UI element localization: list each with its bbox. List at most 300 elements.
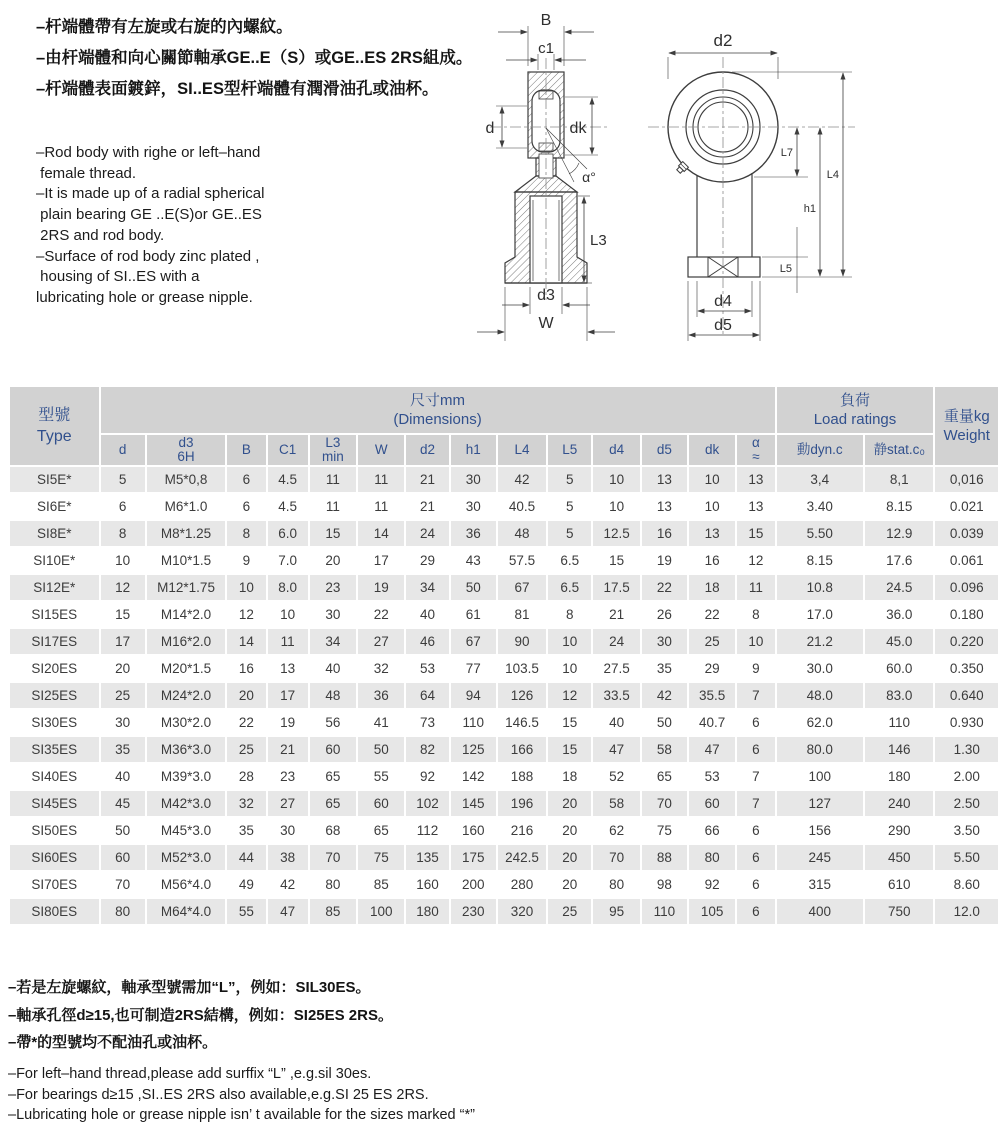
dim-label-L4: L4 bbox=[826, 169, 839, 181]
value-cell: 60 bbox=[689, 791, 735, 816]
value-cell: 40.7 bbox=[689, 710, 735, 735]
value-cell: 35.5 bbox=[689, 683, 735, 708]
value-cell: 60 bbox=[101, 845, 145, 870]
type-cell: SI12E* bbox=[10, 575, 99, 600]
value-cell: 245 bbox=[777, 845, 864, 870]
text-line: –It is made up of a radial spherical bbox=[36, 185, 265, 203]
value-cell: 450 bbox=[865, 845, 933, 870]
value-cell: 7 bbox=[737, 791, 774, 816]
value-cell: 2.50 bbox=[935, 791, 998, 816]
value-cell: 6 bbox=[227, 467, 265, 492]
text-line: lubricating hole or grease nipple. bbox=[36, 288, 253, 306]
value-cell: 610 bbox=[865, 872, 933, 897]
value-cell: 8.15 bbox=[777, 548, 864, 573]
value-cell: 20 bbox=[548, 818, 591, 843]
value-cell: 22 bbox=[227, 710, 265, 735]
value-cell: 8 bbox=[737, 602, 774, 627]
value-cell: 20 bbox=[227, 683, 265, 708]
type-cell: SI17ES bbox=[10, 629, 99, 654]
text-line: female thread. bbox=[36, 164, 137, 182]
dim-label-L5: L5 bbox=[779, 263, 792, 275]
value-cell: 21 bbox=[406, 494, 448, 519]
value-cell: 4.5 bbox=[268, 494, 308, 519]
table-row bbox=[10, 602, 998, 627]
value-cell: 126 bbox=[498, 683, 546, 708]
value-cell: M5*0,8 bbox=[147, 467, 225, 492]
table-row bbox=[10, 467, 998, 492]
value-cell: M8*1.25 bbox=[147, 521, 225, 546]
value-cell: 15 bbox=[593, 548, 639, 573]
value-cell: 21 bbox=[406, 467, 448, 492]
value-cell: M16*2.0 bbox=[147, 629, 225, 654]
value-cell: 22 bbox=[642, 575, 687, 600]
value-cell: 0.039 bbox=[935, 521, 998, 546]
value-cell: 110 bbox=[642, 899, 687, 924]
load-ratings-group-header bbox=[777, 387, 934, 433]
table-body bbox=[10, 467, 998, 924]
value-cell: 34 bbox=[310, 629, 356, 654]
value-cell: 0,016 bbox=[935, 467, 998, 492]
value-cell: 6 bbox=[737, 845, 774, 870]
value-cell: 6 bbox=[737, 737, 774, 762]
value-cell: 10 bbox=[548, 656, 591, 681]
value-cell: 0.220 bbox=[935, 629, 998, 654]
value-cell: M20*1.5 bbox=[147, 656, 225, 681]
value-cell: 45 bbox=[101, 791, 145, 816]
type-column-header bbox=[10, 387, 99, 465]
value-cell: 65 bbox=[642, 764, 687, 789]
value-cell: 35 bbox=[101, 737, 145, 762]
value-cell: 6.5 bbox=[548, 548, 591, 573]
value-cell: 13 bbox=[642, 494, 687, 519]
value-cell: 23 bbox=[310, 575, 356, 600]
text-line: –杆端體表面鍍鋅，SI..ES型杆端體有潤滑油孔或油杯。 bbox=[36, 80, 439, 98]
dimensions-group-header bbox=[101, 387, 775, 433]
value-cell: 16 bbox=[689, 548, 735, 573]
value-cell: 17 bbox=[101, 629, 145, 654]
value-cell: 23 bbox=[268, 764, 308, 789]
value-cell: 240 bbox=[865, 791, 933, 816]
value-cell: 50 bbox=[451, 575, 496, 600]
value-cell: 48.0 bbox=[777, 683, 864, 708]
value-cell: 110 bbox=[451, 710, 496, 735]
value-cell: 48 bbox=[498, 521, 546, 546]
dim-label-W: W bbox=[538, 315, 554, 332]
table-row bbox=[10, 818, 998, 843]
value-cell: 41 bbox=[358, 710, 404, 735]
value-cell: 21 bbox=[593, 602, 639, 627]
table-row bbox=[10, 683, 998, 708]
value-cell: 48 bbox=[310, 683, 356, 708]
value-cell: 13 bbox=[642, 467, 687, 492]
value-cell: 40 bbox=[406, 602, 448, 627]
value-cell: 27 bbox=[358, 629, 404, 654]
value-cell: 11 bbox=[358, 467, 404, 492]
value-cell: 15 bbox=[548, 737, 591, 762]
value-cell: 80.0 bbox=[777, 737, 864, 762]
value-cell: 55 bbox=[358, 764, 404, 789]
value-cell: 100 bbox=[777, 764, 864, 789]
dim-label-d3: d3 bbox=[537, 287, 555, 304]
value-cell: 82 bbox=[406, 737, 448, 762]
value-cell: 110 bbox=[865, 710, 933, 735]
value-cell: 750 bbox=[865, 899, 933, 924]
value-cell: 216 bbox=[498, 818, 546, 843]
dim-label-B: B bbox=[540, 12, 552, 29]
column-header-動dyn.c: 動dyn.c bbox=[777, 435, 864, 465]
value-cell: 105 bbox=[689, 899, 735, 924]
value-cell: 92 bbox=[406, 764, 448, 789]
value-cell: 20 bbox=[310, 548, 356, 573]
value-cell: 9 bbox=[227, 548, 265, 573]
value-cell: 13 bbox=[268, 656, 308, 681]
value-cell: 15 bbox=[548, 710, 591, 735]
value-cell: 40 bbox=[101, 764, 145, 789]
value-cell: 35 bbox=[227, 818, 265, 843]
value-cell: 142 bbox=[451, 764, 496, 789]
value-cell: 17.0 bbox=[777, 602, 864, 627]
type-cell: SI6E* bbox=[10, 494, 99, 519]
dim-label-d5: d5 bbox=[714, 317, 732, 334]
value-cell: 30.0 bbox=[777, 656, 864, 681]
value-cell: 22 bbox=[358, 602, 404, 627]
text-line: –For left–hand thread,please add surffix “L” ,e.g.sil 30es. bbox=[8, 1066, 372, 1082]
table-row bbox=[10, 872, 998, 897]
value-cell: 3,4 bbox=[777, 467, 864, 492]
dim-label-d4: d4 bbox=[714, 293, 732, 310]
table-row bbox=[10, 575, 998, 600]
value-cell: 43 bbox=[451, 548, 496, 573]
value-cell: 30 bbox=[451, 467, 496, 492]
value-cell: 5.50 bbox=[935, 845, 998, 870]
value-cell: 145 bbox=[451, 791, 496, 816]
value-cell: 40 bbox=[593, 710, 639, 735]
value-cell: 83.0 bbox=[865, 683, 933, 708]
value-cell: 60 bbox=[310, 737, 356, 762]
value-cell: 53 bbox=[689, 764, 735, 789]
type-cell: SI10E* bbox=[10, 548, 99, 573]
value-cell: 29 bbox=[406, 548, 448, 573]
text-line: 尺寸mm bbox=[410, 392, 466, 409]
value-cell: 80 bbox=[593, 872, 639, 897]
text-line: 2RS and rod body. bbox=[36, 226, 165, 244]
value-cell: 70 bbox=[642, 791, 687, 816]
value-cell: 88 bbox=[642, 845, 687, 870]
value-cell: 16 bbox=[642, 521, 687, 546]
value-cell: 75 bbox=[642, 818, 687, 843]
value-cell: 80 bbox=[689, 845, 735, 870]
column-header-d3: d3 6H bbox=[147, 435, 225, 465]
value-cell: 90 bbox=[498, 629, 546, 654]
value-cell: 6.5 bbox=[548, 575, 591, 600]
value-cell: 47 bbox=[689, 737, 735, 762]
value-cell: 34 bbox=[406, 575, 448, 600]
value-cell: M14*2.0 bbox=[147, 602, 225, 627]
value-cell: 30 bbox=[642, 629, 687, 654]
value-cell: 19 bbox=[268, 710, 308, 735]
value-cell: 8 bbox=[227, 521, 265, 546]
value-cell: 10 bbox=[227, 575, 265, 600]
value-cell: 50 bbox=[101, 818, 145, 843]
text-line: –杆端體帶有左旋或右旋的內螺紋。 bbox=[36, 18, 293, 36]
value-cell: 17.5 bbox=[593, 575, 639, 600]
value-cell: 11 bbox=[310, 467, 356, 492]
value-cell: 6 bbox=[737, 872, 774, 897]
type-cell: SI70ES bbox=[10, 872, 99, 897]
intro-chinese bbox=[36, 12, 472, 105]
value-cell: 30 bbox=[310, 602, 356, 627]
value-cell: 11 bbox=[737, 575, 774, 600]
value-cell: 10 bbox=[593, 467, 639, 492]
value-cell: 5 bbox=[101, 467, 145, 492]
value-cell: 77 bbox=[451, 656, 496, 681]
value-cell: 9 bbox=[737, 656, 774, 681]
value-cell: 14 bbox=[358, 521, 404, 546]
value-cell: 200 bbox=[451, 872, 496, 897]
value-cell: M10*1.5 bbox=[147, 548, 225, 573]
value-cell: 11 bbox=[268, 629, 308, 654]
value-cell: 57.5 bbox=[498, 548, 546, 573]
value-cell: 10.8 bbox=[777, 575, 864, 600]
value-cell: 20 bbox=[548, 872, 591, 897]
value-cell: 160 bbox=[406, 872, 448, 897]
value-cell: M39*3.0 bbox=[147, 764, 225, 789]
value-cell: 75 bbox=[358, 845, 404, 870]
value-cell: 12 bbox=[227, 602, 265, 627]
table-row bbox=[10, 899, 998, 924]
value-cell: 27 bbox=[268, 791, 308, 816]
value-cell: 5 bbox=[548, 521, 591, 546]
side-view-drawing bbox=[468, 0, 648, 355]
value-cell: 22 bbox=[689, 602, 735, 627]
value-cell: 100 bbox=[358, 899, 404, 924]
value-cell: 180 bbox=[865, 764, 933, 789]
value-cell: 8 bbox=[101, 521, 145, 546]
value-cell: 30 bbox=[451, 494, 496, 519]
value-cell: 25 bbox=[227, 737, 265, 762]
value-cell: 17 bbox=[268, 683, 308, 708]
value-cell: M45*3.0 bbox=[147, 818, 225, 843]
type-cell: SI30ES bbox=[10, 710, 99, 735]
value-cell: 7 bbox=[737, 764, 774, 789]
value-cell: 320 bbox=[498, 899, 546, 924]
value-cell: 66 bbox=[689, 818, 735, 843]
value-cell: 80 bbox=[101, 899, 145, 924]
text-line: plain bearing GE ..E(S)or GE..ES bbox=[36, 206, 262, 224]
text-line: 重量kg bbox=[943, 408, 990, 425]
value-cell: 0.061 bbox=[935, 548, 998, 573]
value-cell: M42*3.0 bbox=[147, 791, 225, 816]
value-cell: 67 bbox=[498, 575, 546, 600]
intro-english bbox=[36, 143, 264, 309]
value-cell: 24 bbox=[406, 521, 448, 546]
column-header-C1: C1 bbox=[268, 435, 308, 465]
value-cell: 27.5 bbox=[593, 656, 639, 681]
value-cell: 38 bbox=[268, 845, 308, 870]
value-cell: M30*2.0 bbox=[147, 710, 225, 735]
value-cell: 30 bbox=[268, 818, 308, 843]
value-cell: 8,1 bbox=[865, 467, 933, 492]
text-line: –由杆端體和向心關節軸承GE..E（S）或GE..ES 2RS組成。 bbox=[36, 49, 473, 67]
type-cell: SI25ES bbox=[10, 683, 99, 708]
type-cell: SI45ES bbox=[10, 791, 99, 816]
value-cell: 10 bbox=[548, 629, 591, 654]
value-cell: 20 bbox=[548, 791, 591, 816]
column-header-L3: L3 min bbox=[310, 435, 356, 465]
type-cell: SI15ES bbox=[10, 602, 99, 627]
value-cell: 21.2 bbox=[777, 629, 864, 654]
table-row bbox=[10, 737, 998, 762]
value-cell: 11 bbox=[310, 494, 356, 519]
value-cell: 70 bbox=[310, 845, 356, 870]
value-cell: 25 bbox=[689, 629, 735, 654]
value-cell: 15 bbox=[101, 602, 145, 627]
value-cell: 65 bbox=[310, 791, 356, 816]
type-cell: SI50ES bbox=[10, 818, 99, 843]
column-header-d: d bbox=[101, 435, 145, 465]
text-line: –帶*的型號均不配油孔或油杯。 bbox=[8, 1034, 218, 1051]
dim-label-h1: h1 bbox=[803, 203, 816, 215]
value-cell: 2.00 bbox=[935, 764, 998, 789]
value-cell: 56 bbox=[310, 710, 356, 735]
value-cell: 160 bbox=[451, 818, 496, 843]
type-cell: SI8E* bbox=[10, 521, 99, 546]
value-cell: 103.5 bbox=[498, 656, 546, 681]
value-cell: 0.930 bbox=[935, 710, 998, 735]
text-line: 型號 bbox=[38, 407, 71, 424]
value-cell: 58 bbox=[642, 737, 687, 762]
value-cell: 32 bbox=[358, 656, 404, 681]
value-cell: 13 bbox=[737, 467, 774, 492]
value-cell: 8 bbox=[548, 602, 591, 627]
value-cell: 29 bbox=[689, 656, 735, 681]
value-cell: 6 bbox=[737, 818, 774, 843]
value-cell: 14 bbox=[227, 629, 265, 654]
value-cell: 400 bbox=[777, 899, 864, 924]
value-cell: 30 bbox=[101, 710, 145, 735]
value-cell: 98 bbox=[642, 872, 687, 897]
column-header-W: W bbox=[358, 435, 404, 465]
value-cell: 10 bbox=[689, 494, 735, 519]
value-cell: 40 bbox=[310, 656, 356, 681]
table-subheader-row bbox=[10, 435, 998, 465]
value-cell: 12 bbox=[548, 683, 591, 708]
value-cell: 70 bbox=[593, 845, 639, 870]
value-cell: 188 bbox=[498, 764, 546, 789]
column-header-B: B bbox=[227, 435, 265, 465]
value-cell: 127 bbox=[777, 791, 864, 816]
text-line: 負荷 bbox=[839, 392, 870, 409]
value-cell: 46 bbox=[406, 629, 448, 654]
column-header-L4: L4 bbox=[498, 435, 546, 465]
value-cell: 156 bbox=[777, 818, 864, 843]
value-cell: 0.350 bbox=[935, 656, 998, 681]
value-cell: 10 bbox=[268, 602, 308, 627]
value-cell: 64 bbox=[406, 683, 448, 708]
column-header-d2: d2 bbox=[406, 435, 448, 465]
value-cell: 68 bbox=[310, 818, 356, 843]
value-cell: 280 bbox=[498, 872, 546, 897]
table-row bbox=[10, 710, 998, 735]
value-cell: 6 bbox=[737, 899, 774, 924]
column-header-静stat.c₀: 静stat.c₀ bbox=[865, 435, 933, 465]
value-cell: 242.5 bbox=[498, 845, 546, 870]
value-cell: 32 bbox=[227, 791, 265, 816]
value-cell: 65 bbox=[358, 818, 404, 843]
value-cell: 10 bbox=[737, 629, 774, 654]
value-cell: 55 bbox=[227, 899, 265, 924]
column-header-d5: d5 bbox=[642, 435, 687, 465]
value-cell: 10 bbox=[593, 494, 639, 519]
table-row bbox=[10, 521, 998, 546]
value-cell: 4.5 bbox=[268, 467, 308, 492]
value-cell: 13 bbox=[737, 494, 774, 519]
table-row bbox=[10, 656, 998, 681]
value-cell: 112 bbox=[406, 818, 448, 843]
value-cell: 33.5 bbox=[593, 683, 639, 708]
value-cell: 12.0 bbox=[935, 899, 998, 924]
value-cell: 62 bbox=[593, 818, 639, 843]
table-row bbox=[10, 629, 998, 654]
value-cell: 15 bbox=[310, 521, 356, 546]
value-cell: 3.40 bbox=[777, 494, 864, 519]
value-cell: 70 bbox=[101, 872, 145, 897]
value-cell: 1.30 bbox=[935, 737, 998, 762]
weight-column-header bbox=[935, 387, 998, 465]
value-cell: 25 bbox=[548, 899, 591, 924]
value-cell: 102 bbox=[406, 791, 448, 816]
value-cell: 20 bbox=[548, 845, 591, 870]
value-cell: 5 bbox=[548, 494, 591, 519]
type-cell: SI5E* bbox=[10, 467, 99, 492]
value-cell: 6 bbox=[101, 494, 145, 519]
column-header-dk: dk bbox=[689, 435, 735, 465]
value-cell: 36 bbox=[451, 521, 496, 546]
value-cell: 28 bbox=[227, 764, 265, 789]
value-cell: 3.50 bbox=[935, 818, 998, 843]
value-cell: 290 bbox=[865, 818, 933, 843]
value-cell: 47 bbox=[268, 899, 308, 924]
value-cell: 8.0 bbox=[268, 575, 308, 600]
value-cell: 146.5 bbox=[498, 710, 546, 735]
text-line: –For bearings d≥15 ,SI..ES 2RS also available,e.g.SI 25 ES 2RS. bbox=[8, 1086, 429, 1103]
value-cell: M12*1.75 bbox=[147, 575, 225, 600]
value-cell: 230 bbox=[451, 899, 496, 924]
value-cell: 18 bbox=[548, 764, 591, 789]
value-cell: 25 bbox=[101, 683, 145, 708]
value-cell: 18 bbox=[689, 575, 735, 600]
value-cell: 60.0 bbox=[865, 656, 933, 681]
value-cell: 5.50 bbox=[777, 521, 864, 546]
value-cell: 6.0 bbox=[268, 521, 308, 546]
value-cell: 7.0 bbox=[268, 548, 308, 573]
text-line: Type bbox=[36, 428, 72, 445]
text-line: –軸承孔徑d≥15,也可制造2RS結構，例如：SI25ES 2RS。 bbox=[8, 1006, 393, 1024]
value-cell: 95 bbox=[593, 899, 639, 924]
value-cell: 12 bbox=[737, 548, 774, 573]
value-cell: 0.021 bbox=[935, 494, 998, 519]
value-cell: 0.180 bbox=[935, 602, 998, 627]
dim-label-alpha: α° bbox=[582, 169, 596, 185]
value-cell: 73 bbox=[406, 710, 448, 735]
table-row bbox=[10, 845, 998, 870]
value-cell: 61 bbox=[451, 602, 496, 627]
value-cell: 53 bbox=[406, 656, 448, 681]
value-cell: 45.0 bbox=[865, 629, 933, 654]
dim-label-d: d bbox=[485, 120, 495, 137]
table-row bbox=[10, 764, 998, 789]
table-row bbox=[10, 548, 998, 573]
